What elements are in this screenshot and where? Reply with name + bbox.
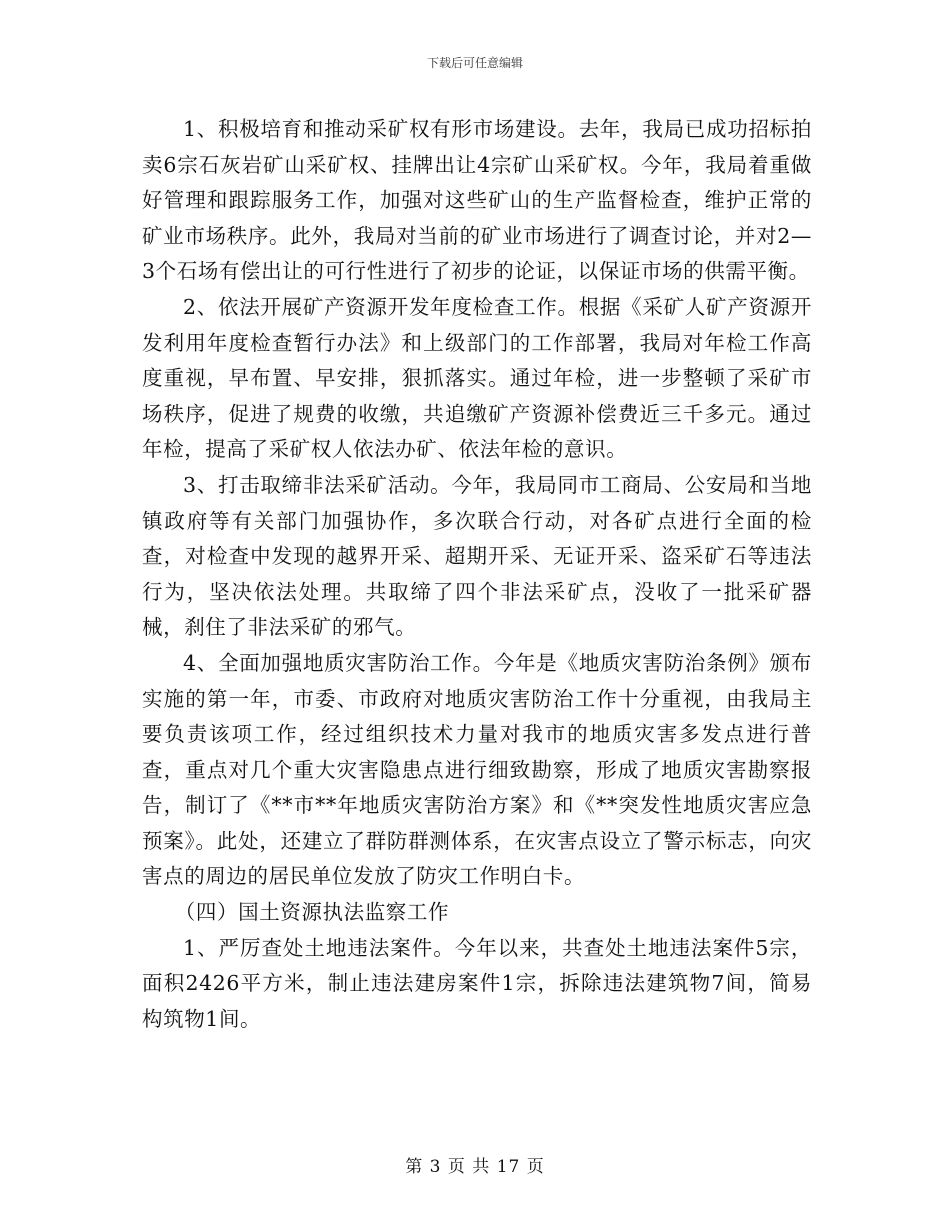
paragraph-land-violation-cases: 1、严厉查处土地违法案件。今年以来，共查处土地违法案件5宗，面积2426平方米，制止违法建房案件1宗，拆除违法建筑物7间，简易构筑物1间。 (142, 935, 812, 1031)
section-heading-law-enforcement: （四）国土资源执法监察工作 (174, 900, 450, 925)
paragraph-illegal-mining-crackdown: 3、打击取缔非法采矿活动。今年，我局同市工商局、公安局和当地镇政府等有关部门加强协作，多次联合行动，对各矿点进行全面的检查，对检查中发现的越界开采、超期开采、无证开采、盗采矿石等违法行为，坚决依法处理。共取缔了四个非法采矿点，没收了一批采矿器械，刹住了非法采矿的邪气。 (142, 472, 812, 640)
document-body (142, 112, 812, 1037)
page-header: 下载后可任意编辑 (426, 56, 523, 70)
paragraph-geological-hazard-prevention: 4、全面加强地质灾害防治工作。今年是《地质灾害防治条例》颁布实施的第一年，市委、市政府对地质灾害防治工作十分重视，由我局主要负责该项工作，经过组织技术力量对我市的地质灾害多发点进行普查，重点对几个重大灾害隐患点进行细致勘察，形成了地质灾害勘察报告，制订了《**市**年地质灾害防治方案》和《**突发性地质灾害应急预案》。此处，还建立了群防群测体系，在灾害点设立了警示标志，向灾害点的周边的居民单位发放了防灾工作明白卡。 (142, 650, 812, 889)
paragraph-annual-inspection: 2、依法开展矿产资源开发年度检查工作。根据《采矿人矿产资源开发利用年度检查暂行办法》和上级部门的工作部署，我局对年检工作高度重视，早布置、早安排，狠抓落实。通过年检，进一步整顿了采矿市场秩序，促进了规费的收缴，共追缴矿产资源补偿费近三千多元。通过年检，提高了采矿权人依法办矿、依法年检的意识。 (142, 294, 812, 462)
paragraph-mining-rights-market: 1、积极培育和推动采矿权有形市场建设。去年，我局已成功招标拍卖6宗石灰岩矿山采矿权、挂牌出让4宗矿山采矿权。今年，我局着重做好管理和跟踪服务工作，加强对这些矿山的生产监督检查，维护正常的矿业市场秩序。此外，我局对当前的矿业市场进行了调查讨论，并对2—3个石场有偿出让的可行性进行了初步的论证，以保证市场的供需平衡。 (142, 117, 812, 284)
page-footer: 第 3 页 共 17 页 (405, 1157, 545, 1177)
